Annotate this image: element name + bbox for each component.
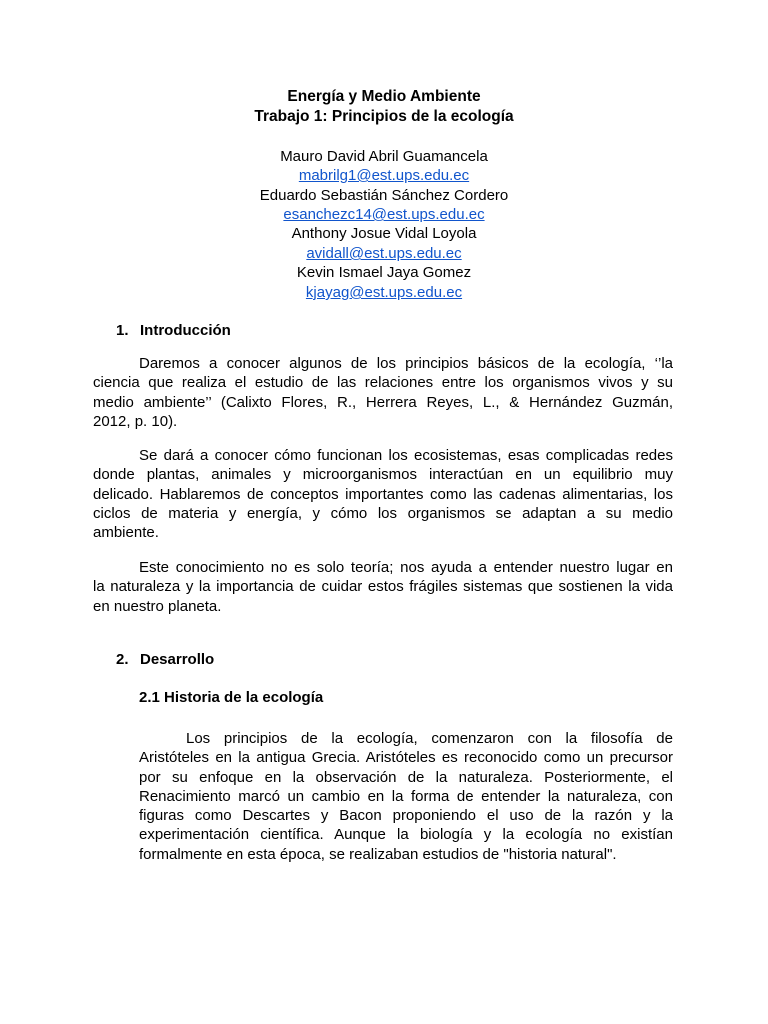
text-line: ambiente. bbox=[93, 524, 159, 542]
paragraph bbox=[93, 446, 673, 542]
author-name: Mauro David Abril Guamancela bbox=[280, 148, 488, 165]
paragraph bbox=[93, 558, 673, 616]
author-name: Anthony Josue Vidal Loyola bbox=[291, 225, 477, 242]
section-heading bbox=[116, 651, 214, 668]
section-title: Introducción bbox=[140, 322, 231, 339]
text-line: en nuestro planeta. bbox=[93, 597, 222, 615]
author-email-link[interactable]: avidall@est.ups.edu.ec bbox=[306, 245, 462, 262]
subsection-heading: 2.1 Historia de la ecología bbox=[139, 689, 324, 706]
section-heading bbox=[116, 322, 231, 339]
text-line: Los principios de la ecología, comenzaron con la filosofía de bbox=[186, 730, 673, 747]
text-line: la naturaleza y la importancia de cuidar estos frágiles sistemas que sostienen la vida bbox=[93, 578, 673, 596]
author-email-link[interactable]: esanchezc14@est.ups.edu.ec bbox=[283, 206, 485, 223]
section-number: 1. bbox=[116, 322, 129, 339]
document-subtitle: Trabajo 1: Principios de la ecología bbox=[254, 108, 514, 125]
paragraph bbox=[93, 354, 673, 431]
text-line: Se dará a conocer cómo funcionan los ecosistemas, esas complicadas redes bbox=[139, 447, 673, 464]
text-line: ciencia que realiza el estudio de las relaciones entre los organismos vivos y su bbox=[93, 374, 673, 392]
section-number: 2. bbox=[116, 651, 129, 668]
text-line: Daremos a conocer algunos de los principios básicos de la ecología, ‘’la bbox=[139, 355, 673, 372]
text-line: medio ambiente’’ (Calixto Flores, R., Herrera Reyes, L., & Hernández Guzmán, bbox=[93, 393, 673, 411]
text-line: figuras como Descartes y Bacon proponiendo el uso de la razón y la bbox=[139, 807, 673, 825]
author-email-link[interactable]: mabrilg1@est.ups.edu.ec bbox=[298, 167, 470, 184]
text-line: delicado. Hablaremos de conceptos importantes como las cadenas alimentarias, los bbox=[93, 485, 673, 503]
author-name: Eduardo Sebastián Sánchez Cordero bbox=[259, 187, 509, 204]
author-name: Kevin Ismael Jaya Gomez bbox=[296, 264, 472, 281]
document-title: Energía y Medio Ambiente bbox=[287, 88, 481, 105]
text-line: Renacimiento marcó un cambio en la forma de entender la naturaleza, con bbox=[139, 787, 673, 805]
text-line: experimentación científica. Aunque la biología y la ecología no existían bbox=[139, 826, 673, 844]
text-line: Aristóteles en la antigua Grecia. Aristóteles es reconocido como un precursor bbox=[139, 749, 673, 767]
text-line: Este conocimiento no es solo teoría; nos ayuda a entender nuestro lugar en bbox=[139, 559, 673, 576]
text-line: donde plantas, animales y microorganismos interactúan en un equilibrio muy bbox=[93, 466, 673, 484]
section-title: Desarrollo bbox=[140, 651, 215, 668]
author-email-link[interactable]: kjayag@est.ups.edu.ec bbox=[305, 284, 463, 301]
paragraph bbox=[139, 729, 673, 864]
text-line: ciclos de materia y energía, y cómo los organismos se adaptan a su medio bbox=[93, 504, 673, 522]
text-line: formalmente en esta época, se realizaban estudios de "historia natural". bbox=[139, 845, 617, 863]
text-line: por su enfoque en la observación de la naturaleza. Posteriormente, el bbox=[139, 768, 673, 786]
text-line: 2012, p. 10). bbox=[93, 412, 178, 430]
